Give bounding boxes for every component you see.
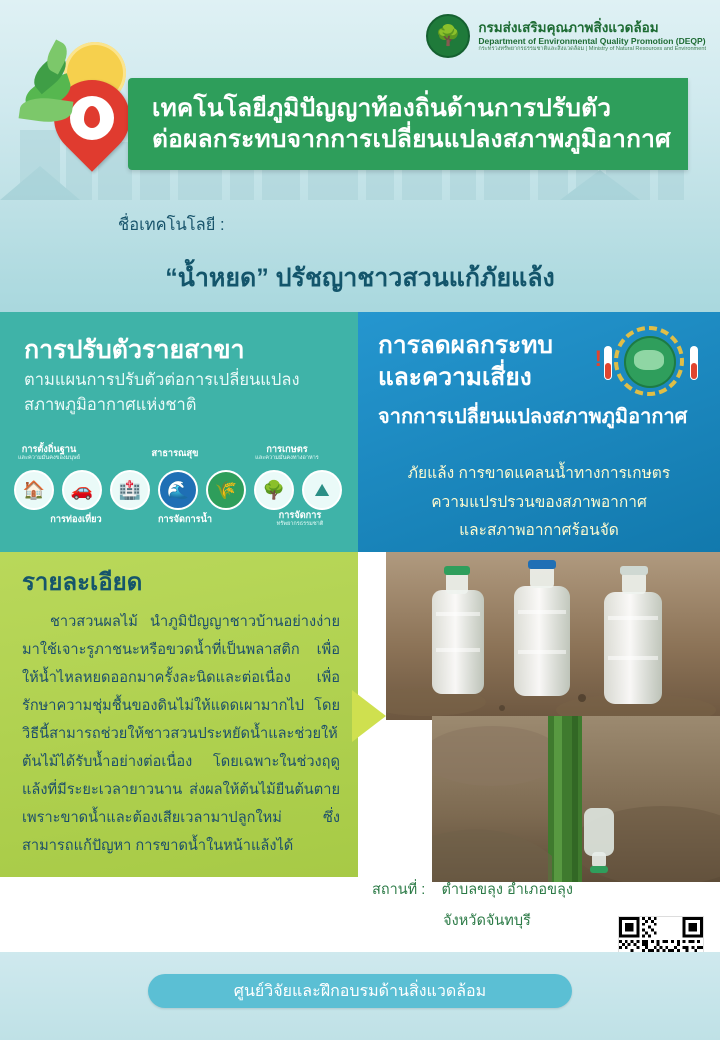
technology-name: “น้ำหยด” ปรัชญาชาวสวนแก้ภัยแล้ง bbox=[165, 264, 555, 292]
plastic-bottles-row-photo bbox=[386, 552, 720, 720]
pointer-arrow-icon bbox=[352, 690, 386, 742]
org-ministry-line: กระทรวงทรัพยากรธรรมชาติและสิ่งแวดล้อม | Ministry of Natural Resources and Environment bbox=[478, 45, 706, 52]
exclamation-icon: ! bbox=[594, 346, 602, 371]
location-row bbox=[372, 878, 720, 901]
water-management-icon: 🌊 bbox=[158, 470, 198, 510]
details-panel bbox=[0, 552, 358, 877]
organization-logo-block bbox=[426, 14, 706, 58]
footer-organization-pill bbox=[148, 974, 572, 1008]
impact-item: ความแปรปรวนของสภาพอากาศ bbox=[431, 493, 647, 511]
car-icon: 🚗 bbox=[62, 470, 102, 510]
thermometer-icon bbox=[690, 346, 698, 380]
natural-resource-icon: 🌳 bbox=[254, 470, 294, 510]
impact-item: ภัยแล้ง การขาดแคลนน้ำทางการเกษตร bbox=[407, 465, 671, 482]
sector-caption-water: การจัดการน้ำ bbox=[157, 514, 213, 524]
tourism-icon: ⛰ bbox=[302, 470, 342, 510]
details-heading: รายละเอียด bbox=[22, 569, 143, 596]
lightbulb-leaf-map-pin-icon bbox=[18, 36, 138, 186]
agriculture-icon: 🌾 bbox=[206, 470, 246, 510]
page-title bbox=[128, 78, 688, 170]
impact-reduction-panel bbox=[358, 312, 720, 552]
sector-icon-strip bbox=[0, 444, 358, 552]
location-value-line2: จังหวัดจันทบุรี bbox=[443, 913, 531, 929]
technology-label: ชื่อเทคโนโลยี : bbox=[118, 216, 225, 234]
footer-text: ศูนย์วิจัยและฝึกอบรมด้านสิ่งแวดล้อม bbox=[233, 982, 487, 1000]
sector-panel-heading: การปรับตัวรายสาขา bbox=[24, 336, 245, 364]
page-title-line1: เทคโนโลยีภูมิปัญญาท้องถิ่นด้านการปรับตัว bbox=[152, 94, 612, 122]
houses-icon: 🏠 bbox=[14, 470, 54, 510]
org-name-en: Department of Environmental Quality Promotion (DEQP) bbox=[478, 35, 706, 46]
thermometer-icon bbox=[604, 346, 612, 380]
location-value-line1: ตำบลขลุง อำเภอขลุง bbox=[441, 882, 573, 898]
location-label: สถานที่ : bbox=[372, 882, 426, 898]
details-body: ชาวสวนผลไม้ นำภูมิปัญญาชาวบ้านอย่างง่าย มาใช้เจาะรูภาชนะหรือขวดน้ำที่เป็นพลาสติก เพื่อให้น้ำไหลหยดออกมาครั้งละนิดและต่อเนื่อง เพื่อรักษาความชุ่มชื้นของดินไม่ให้แดดเผามากไป โดยวิธีนี้สามารถช่วยให้ชาวสวนประหยัดน้ำและช่วยให้ต้นไม้ได้รับน้ำอย่างต่อเนื่อง โดยเฉพาะในช่วงฤดูแล้งที่มีระยะเวลายาวนาน ส่งผลให้ต้นไม้ยืนต้นตายเพราะขาดน้ำและต้องเสียเวลามาปลูกใหม่ ซึ่งสามารถแก้ปัญหา การขาดน้ำในหน้าแล้งได้ bbox=[22, 614, 340, 855]
sector-caption-natural-resources: การจัดการ ทรัพยากรธรรมชาติ bbox=[276, 510, 324, 528]
org-name-th: กรมส่งเสริมคุณภาพสิ่งแวดล้อม bbox=[478, 19, 659, 35]
impact-panel-heading: การลดผลกระทบ และความเสี่ยง bbox=[378, 332, 553, 391]
sector-caption-settlement: การตั้งถิ่นฐาน และความมั่นคงของมนุษย์ bbox=[17, 444, 81, 462]
hospital-icon: 🏥 bbox=[110, 470, 150, 510]
impact-item-list bbox=[358, 460, 720, 546]
sector-caption-health: สาธารณสุข bbox=[151, 448, 199, 458]
sector-caption-agriculture: การเกษตร และความมั่นคงทางอาหาร bbox=[255, 444, 319, 462]
globe-icon bbox=[624, 336, 676, 388]
sector-panel-subheading: ตามแผนการปรับตัวต่อการเปลี่ยนแปลง สภาพภูมิอากาศแห่งชาติ bbox=[24, 371, 300, 414]
government-seal-icon: 🌳 bbox=[426, 14, 470, 58]
impact-item: และสภาพอากาศร้อนจัด bbox=[459, 522, 619, 540]
sector-caption-tourism: การท่องเที่ยว bbox=[50, 514, 102, 524]
impact-panel-subheading: จากการเปลี่ยนแปลงสภาพภูมิอากาศ bbox=[378, 406, 688, 428]
poster-header bbox=[0, 0, 720, 200]
bottle-drip-at-plant-photo bbox=[432, 716, 720, 882]
page-title-line2: ต่อผลกระทบจากการเปลี่ยนแปลงสภาพภูมิอากาศ bbox=[152, 126, 671, 153]
